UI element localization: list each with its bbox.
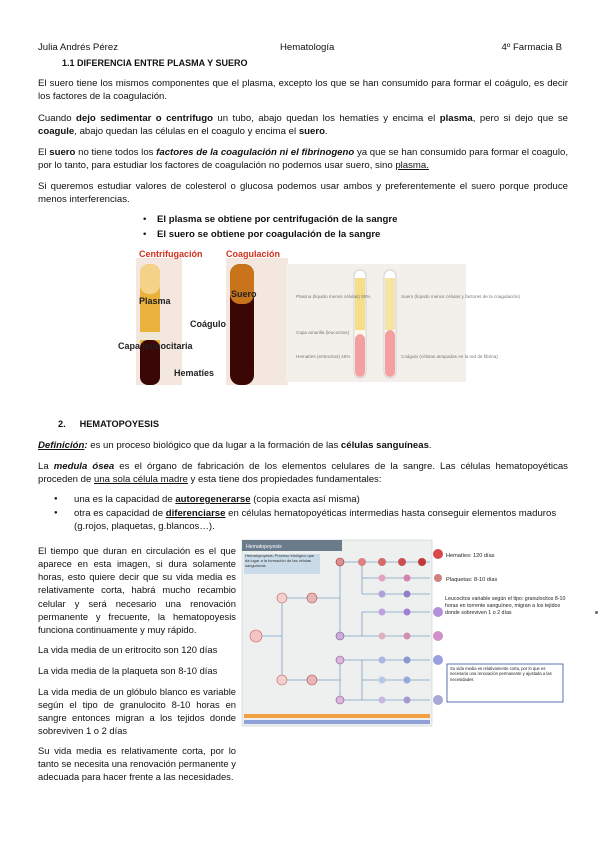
label-plasma: Plasma — [139, 296, 171, 306]
paragraph-centrifugation: Cuando dejo sedimentar o centrifugo un tubo, abajo quedan los hematíes y encima el plasma, pero si dejo que se coagule, abajo quedan las células en el coagulo y encima el suero. — [38, 113, 568, 138]
label-coagulacion: Coagulación — [226, 249, 281, 259]
icon-leucocito-4 — [433, 695, 443, 705]
section-2-title: 2. HEMATOPOYESIS — [58, 419, 159, 429]
paragraph-medula-osea: La medula ósea es el órgano de fabricación de los elementos celulares de la sangre. Las células hematopoyéticas proceden de una sola célula madre y esta tiene dos propiedades fundamentales: — [38, 461, 568, 486]
author-name: Julia Andrés Pérez — [38, 42, 118, 53]
paragraph-coagulation-factors: El suero no tiene todos los factores de la coagulación ni el fibrinogeno ya que se han consumido para formar el coagulo, por lo tanto, para estudiar los factores de coagulación no podemos usar suero, sino plasma. — [38, 147, 568, 172]
subject-name: Hematología — [280, 42, 335, 53]
paragraph-vida-eritrocito: La vida media de un eritrocito son 120 días — [38, 644, 218, 655]
hematopoyesis-figure — [242, 540, 568, 730]
diagram-coagulo-label: Coágulo (células atrapadas en la red de fibrina) — [401, 354, 498, 359]
label-capa-leucocitaria: Capa leucocitaria — [118, 341, 193, 351]
hematopoyesis-diagram — [242, 540, 568, 730]
course-name: 4º Farmacia B — [501, 42, 562, 53]
bullet-suero: • El suero se obtiene por coagulación de la sangre — [157, 228, 380, 241]
label-centrifugacion: Centrifugación — [139, 249, 203, 259]
diagram-hematies-label: Hematíes (eritrocitos) 45% — [296, 354, 351, 359]
hemo-title: Hematopoyesis — [246, 544, 282, 550]
icon-eritrocito — [433, 549, 443, 559]
paragraph-definicion: Definición: es un proceso biológico que da lugar a la formación de las células sanguíneas. — [38, 440, 432, 451]
tubes-illustration — [118, 249, 520, 385]
diagram-plasma-label: Plasma (líquido menos células) 55% — [296, 294, 371, 299]
diagram-capa-label: Capa amarilla (leucocitos) — [296, 330, 350, 335]
paragraph-vida-plaqueta: La vida media de la plaqueta son 8-10 días — [38, 665, 218, 676]
icon-leucocito-2 — [433, 631, 443, 641]
hemo-bottom-bar-blue — [244, 720, 430, 724]
paragraph-tiempo-circulacion: El tiempo que duran en circulación es el que aparece en esta imagen, si dura solamente horas, esto quiere decir que su vida media es relativamente corta, habrá mucho recambio celular y será necesario una renovación permanente y frecuente, la hematopoyesis funciona continuamente y muy rápido. — [38, 545, 236, 635]
tubes-diagram-panel — [286, 264, 466, 382]
label-suero: Suero — [231, 289, 257, 299]
icon-leucocito — [433, 607, 443, 617]
label-hematies: Hematíes — [174, 368, 215, 378]
hemo-label-plaquetas: Plaquetas: 8-10 días — [446, 577, 498, 583]
margin-dot — [595, 611, 598, 614]
hemo-note-text: Su vida media es relativamente corta, por lo que es necesario una renovación permanente y ajustada a las necesidades — [450, 666, 552, 682]
diagram-suero-label: Suero (líquido menos células y factores de la coagulación) — [401, 294, 520, 299]
label-coagulo: Coágulo — [190, 319, 226, 329]
paragraph-renovacion: Su vida media es relativamente corta, por lo tanto se necesita una renovación permanente y adecuada para hacer frente a las necesidades. — [38, 745, 236, 783]
section-1-title: 1.1 DIFERENCIA ENTRE PLASMA Y SUERO — [62, 58, 248, 68]
paragraph-colesterol: Si queremos estudiar valores de colesterol o glucosa podemos usar ambos y preferentemente el suero porque produce menos interferencias. — [38, 181, 568, 206]
page-header — [38, 41, 562, 53]
icon-plaqueta — [434, 574, 442, 582]
hemo-subtitle: Hematopoyesis: Proceso biológico que da lugar a la formación de las células sanguíneas — [245, 553, 315, 568]
hemo-bottom-bar-orange — [244, 714, 430, 718]
paragraph-vida-globulo-blanco: La vida media de un glóbulo blanco es variable según el tipo de granulocito 8-10 horas en sangre entonces migran a los tejidos donde sobreviven 1 o 2 días — [38, 686, 236, 737]
hemo-label-hematies: Hematíes: 120 días — [446, 553, 495, 559]
bullet-plasma: • El plasma se obtiene por centrifugación de la sangre — [157, 213, 397, 226]
paragraph-suero-definition: El suero tiene los mismos componentes que el plasma, excepto los que se han consumido para formar el coágulo, es decir los factores de la coagulación. — [38, 78, 568, 103]
hemo-label-leucocitos: Leucocitos variable según el tipo: granulocitos 8-10 horas en torrente sanguíneo, migran a los tejidos donde sobreviven 1 o 2 días — [445, 596, 566, 616]
icon-leucocito-3 — [433, 655, 443, 665]
tubes-figure — [118, 249, 520, 385]
